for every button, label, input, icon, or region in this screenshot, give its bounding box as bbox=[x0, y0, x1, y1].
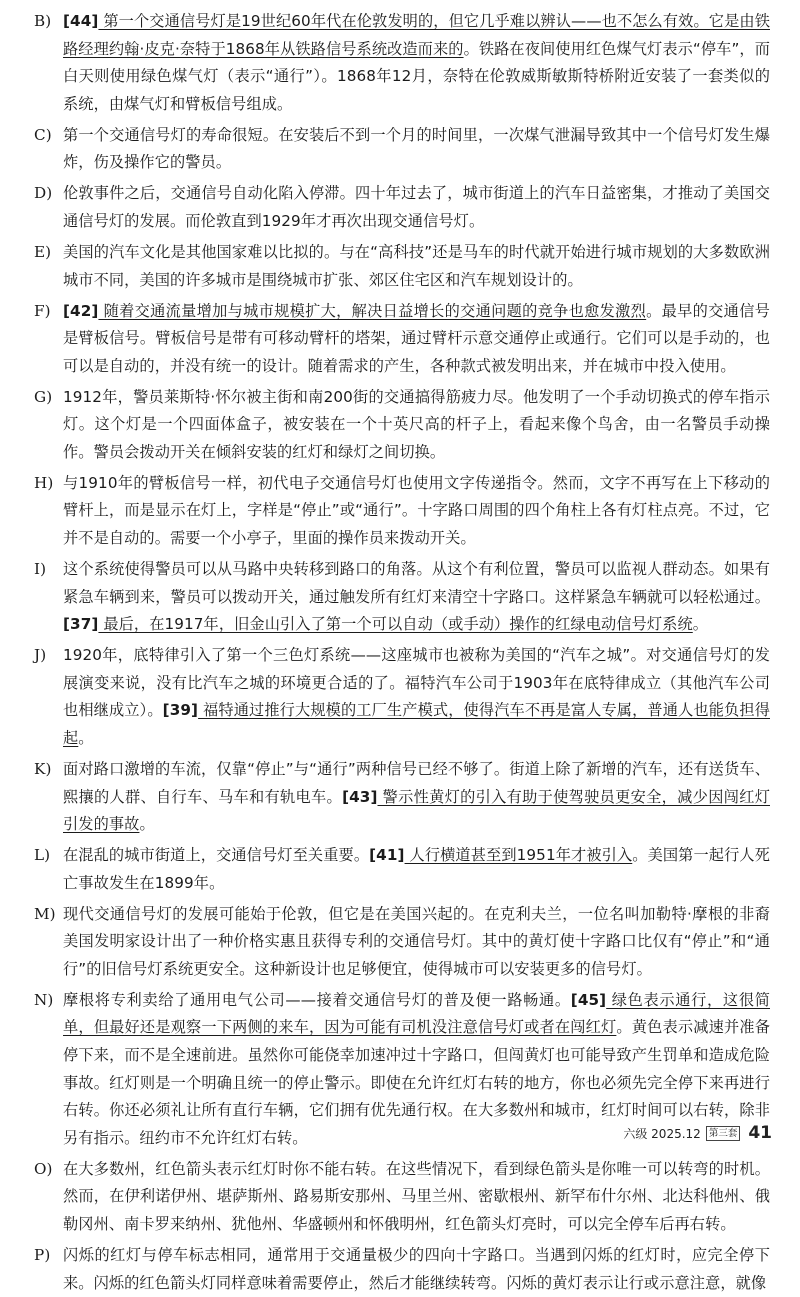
text-segment: 现代交通信号灯的发展可能始于伦敦，但它是在美国兴起的。在克利夫兰，一位名叫加勒特·摩根的非裔美国发明家设计出了一种价格实惠且获得专利的交通信号灯。其中的黄灯使十字路口比仅有“停止”和“通行”的旧信号灯系统更安全。这种新设计也足够便宜，使得城市可以安装更多的信号灯。 bbox=[63, 904, 770, 978]
question-number: [37] bbox=[63, 615, 99, 634]
text-segment: 美国的汽车文化是其他国家难以比拟的。与在“高科技”还是马车的时代就开始进行城市规划的大多数欧洲城市不同，美国的许多城市是围绕城市扩张、郊区住宅区和汽车规划设计的。 bbox=[63, 242, 770, 289]
text-segment: 第一个交通信号灯的寿命很短。在安装后不到一个月的时间里，一次煤气泄漏导致其中一个信号灯发生爆炸，伤及操作它的警员。 bbox=[63, 125, 770, 172]
underlined-sentence: 绿色表示通行，这很简单，但最好还是观察一下两侧的来车，因为可能有司机没注意信号灯或者在闯红灯 bbox=[63, 990, 770, 1037]
paragraph-f bbox=[34, 298, 770, 381]
paragraph-text bbox=[63, 122, 770, 177]
paragraph-i bbox=[34, 556, 770, 639]
underlined-sentence: 最后，在1917年，旧金山引入了第一个可以自动（或手动）操作的红绿电动信号灯系统 bbox=[98, 615, 693, 634]
paragraph-o bbox=[34, 1156, 770, 1239]
text-segment: 。美国第一起行人死亡事故发生在1899年。 bbox=[63, 846, 771, 892]
underlined-sentence: 人行横道甚至到1951年才被引入 bbox=[404, 846, 633, 865]
paragraph-letter: H) bbox=[34, 473, 54, 492]
text-segment: 与1910年的臂板信号一样，初代电子交通信号灯也使用文字传递指令。然而，文字不再写在上下移动的臂杆上，而是显示在灯上，字样是“停止”或“通行”。十字路口周围的四个角柱上各有灯柱点亮。不过，它并不是自动的。需要一个小亭子，里面的操作员来拨动开关。 bbox=[63, 473, 770, 548]
paragraph-k bbox=[34, 756, 770, 839]
text-segment: 面对路口激增的车流，仅靠“停止”与“通行”两种信号已经不够了。街道上除了新增的汽车，还有送货车、熙攘的人群、自行车、马车和有轨电车。 bbox=[63, 759, 770, 806]
text-segment: 。 bbox=[692, 615, 709, 634]
question-number: [39] bbox=[162, 701, 199, 720]
paragraph-letter: B) bbox=[34, 12, 52, 30]
paragraph-letter: G) bbox=[34, 387, 53, 406]
paragraph-text bbox=[63, 842, 770, 897]
paragraph-text bbox=[63, 1242, 770, 1297]
paragraph-c bbox=[34, 122, 770, 177]
paragraph-letter: D) bbox=[34, 184, 53, 203]
text-segment: 1920年，底特律引入了第一个三色灯系统——这座城市也被称为美国的“汽车之城”。对交通信号灯的发展演变来说，没有比汽车之城的环境更合适的了。福特汽车公司于1903年在底特律成立（其他汽车公司也相继成立）。 bbox=[63, 646, 770, 720]
paragraph-letter: K) bbox=[34, 759, 52, 778]
underlined-sentence: 福特通过推行大规模的工厂生产模式，使得汽车不再是富人专属，普通人也能负担得起 bbox=[63, 701, 770, 747]
paragraph-letter: F) bbox=[34, 301, 51, 320]
paragraph-text bbox=[63, 180, 770, 235]
text-segment: 在混乱的城市街道上，交通信号灯至关重要。 bbox=[63, 846, 370, 865]
text-segment: 在大多数州，红色箭头表示红灯时你不能右转。在这些情况下，看到绿色箭头是你唯一可以转弯的时机。然而，在伊利诺伊州、堪萨斯州、路易斯安那州、马里兰州、密歇根州、新罕布什尔州、北达科他州、俄勒冈州、南卡罗来纳州、犹他州、华盛顿州和怀俄明州，红色箭头灯亮时，可以完全停车后再右转。 bbox=[63, 1159, 770, 1234]
paragraph-e bbox=[34, 239, 770, 294]
paragraph-letter: E) bbox=[34, 242, 52, 261]
paragraph-letter: P) bbox=[34, 1246, 51, 1264]
paragraph-letter: L) bbox=[34, 846, 51, 865]
page-number: 41 bbox=[748, 1123, 772, 1143]
underlined-sentence: 第一个交通信号灯是19世纪60年代在伦敦发明的，但它几乎难以辨认——也不怎么有效。它是由铁路经理约翰·皮克·奈特于1868年从铁路信号系统改造而来的 bbox=[63, 12, 770, 58]
text-segment: 。铁路在夜间使用红色煤气灯表示“停车”，而白天则使用绿色煤气灯（表示“通行”）。1868年12月，奈特在伦敦威斯敏斯特桥附近安装了一套类似的系统，由煤气灯和臂板信号组成。 bbox=[63, 39, 770, 113]
question-number: [41] bbox=[369, 846, 405, 865]
paragraph-letter: O) bbox=[34, 1159, 53, 1178]
text-segment: 这个系统使得警员可以从马路中央转移到路口的角落。从这个有利位置，警员可以监视人群动态。如果有紧急车辆到来，警员可以拨动开关，通过触发所有红灯来清空十字路口。这样紧急车辆就可以轻松通过。 bbox=[63, 560, 770, 606]
paragraph-text bbox=[63, 384, 770, 467]
paragraph-h bbox=[34, 470, 770, 553]
paragraph-letter: C) bbox=[34, 125, 52, 144]
paragraph-text bbox=[63, 556, 770, 639]
paragraph-g bbox=[34, 384, 770, 467]
text-segment: 。黄色表示减速并准备停下来，而不是全速前进。虽然你可能侥幸加速冲过十字路口，但闯黄灯也可能导致产生罚单和造成危险事故。红灯则是一个明确且统一的停止警示。即使在允许红灯右转的地方，你也必须先完全停下来再进行右转。你还必须礼让所有直行车辆，它们拥有优先通行权。在大多数州和城市，红灯时间可以右转，除非另有指示。纽约市不允许红灯右转。 bbox=[63, 1018, 771, 1147]
paragraph-text bbox=[63, 901, 770, 984]
paragraph-j bbox=[34, 642, 770, 752]
text-segment: 伦敦事件之后，交通信号自动化陷入停滞。四十年过去了，城市街道上的汽车日益密集，才推动了美国交通信号灯的发展。而伦敦直到1929年才再次出现交通信号灯。 bbox=[63, 184, 770, 230]
underlined-sentence: 警示性黄灯的引入有助于使驾驶员更安全，减少因闯红灯引发的事故 bbox=[63, 787, 770, 834]
paragraph-d bbox=[34, 180, 770, 235]
paragraph-letter: M) bbox=[34, 904, 56, 923]
text-segment: 。 bbox=[139, 815, 155, 834]
paragraph-text bbox=[63, 1156, 770, 1239]
paragraph-b bbox=[34, 8, 770, 118]
paragraph-text bbox=[63, 642, 770, 752]
paragraph-letter: J) bbox=[34, 646, 47, 665]
paragraph-text bbox=[63, 239, 770, 294]
text-segment: 。 bbox=[78, 728, 94, 747]
question-number: [43] bbox=[342, 787, 378, 806]
paragraph-p bbox=[34, 1242, 770, 1297]
page-footer bbox=[623, 1123, 772, 1143]
paragraph-l bbox=[34, 842, 770, 897]
paragraph-m bbox=[34, 901, 770, 984]
paragraph-text bbox=[63, 470, 770, 553]
text-segment: 。最早的交通信号是臂板信号。臂板信号是带有可移动臂杆的塔架，通过臂杆示意交通停止或通行。它们可以是手动的，也可以是自动的，并没有统一的设计。随着需求的产生，各种款式被发明出来，并在城市中投入使用。 bbox=[63, 301, 770, 375]
question-number: [42] bbox=[63, 301, 99, 320]
paragraph-letter: I) bbox=[34, 560, 47, 579]
paragraph-list bbox=[34, 8, 770, 1297]
footer-magazine: 六级 2025.12 bbox=[623, 1126, 701, 1141]
footer-issue-badge: 第三套 bbox=[706, 1126, 741, 1141]
text-segment: 闪烁的红灯与停车标志相同，通常用于交通量极少的四向十字路口。当遇到闪烁的红灯时，应完全停下来。闪烁的红色箭头灯同样意味着需要停止，然后才能继续转弯。闪烁的黄灯表示让行或示意注意，就像 bbox=[63, 1246, 770, 1292]
paragraph-letter: N) bbox=[34, 990, 54, 1009]
text-segment: 1912年，警员莱斯特·怀尔被主街和南200街的交通搞得筋疲力尽。他发明了一个手动切换式的停车指示灯。这个灯是一个四面体盒子，被安装在一个十英尺高的杆子上，看起来像个鸟舍，由一名警员手动操作。警员会拨动开关在倾斜安装的红灯和绿灯之间切换。 bbox=[63, 387, 770, 461]
paragraph-text bbox=[63, 8, 770, 118]
question-number: [45] bbox=[570, 990, 607, 1009]
paragraph-text bbox=[63, 298, 770, 381]
paragraph-text bbox=[63, 756, 770, 839]
text-segment: 摩根将专利卖给了通用电气公司——接着交通信号灯的普及便一路畅通。 bbox=[63, 990, 571, 1009]
question-number: [44] bbox=[63, 12, 99, 30]
underlined-sentence: 随着交通流量增加与城市规模扩大，解决日益增长的交通问题的竞争也愈发激烈 bbox=[98, 301, 647, 320]
